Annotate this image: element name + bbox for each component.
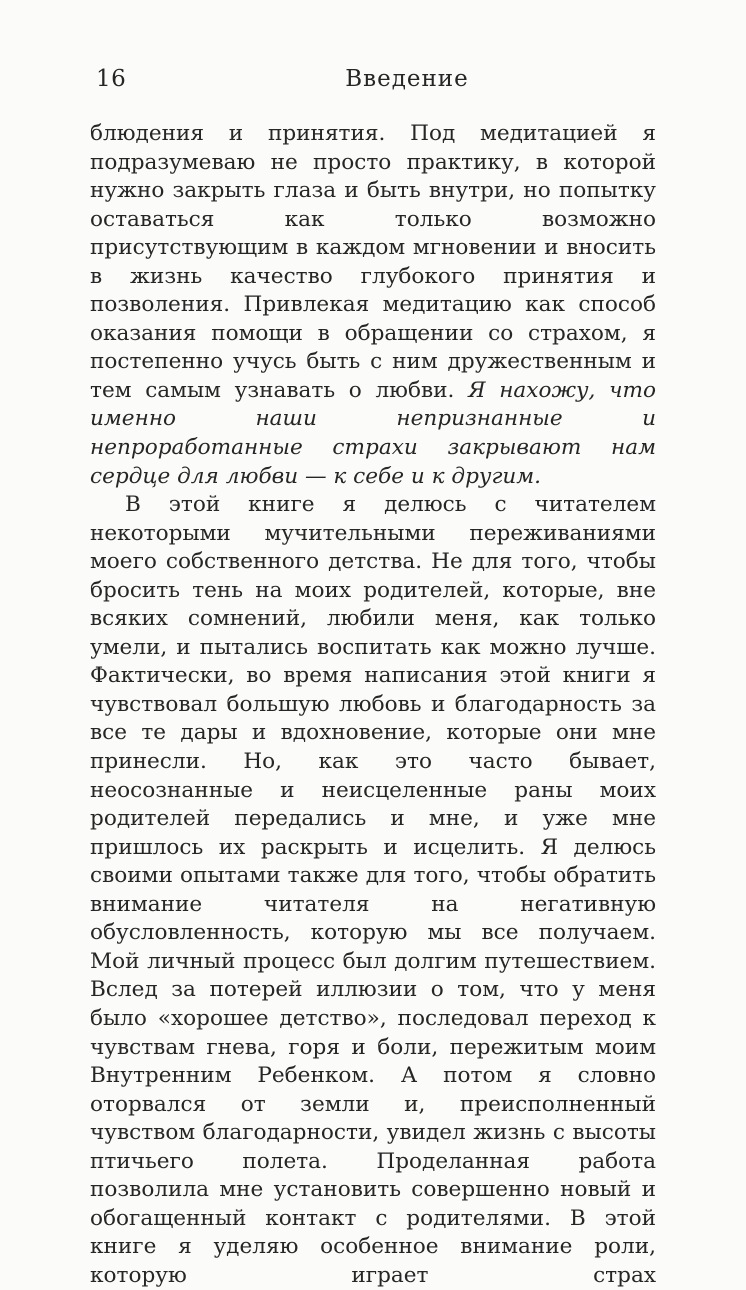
paragraph-2-text: В этой книге я делюсь с читателем некоторыми мучительными переживаниями моего собственного детства. Не для того, чтобы бросить тень на моих родителей, которые, вне всяких сомнений, любили меня, как только умели, и пытались воспитать как можно лучше. Фактически, во время написания этой книги я чувствовал большую любовь и благодарность за все те дары и вдохновение, которые они мне принесли. Но, как это часто бывает, неосознанные и неисцеленные раны моих родителей передались и мне, и уже мне пришлось их раскрыть и исцелить. Я делюсь своими опытами также для того, чтобы обратить внимание читателя на негативную обусловленность, которую мы все получаем. Мой личный процесс был долгим путешествием. Вслед за потерей иллюзии о том, что у меня было «хорошее детство», последовал переход к чувствам гнева, горя и боли, пережитым моим Внутренним Ребенком. А потом я словно оторвался от земли и, преисполненный чувством благодарности, увидел жизнь с высоты птичьего полета. Проделанная работа позволила мне установить совершенно новый и обогащенный контакт с родителями. В этой книге я уделяю особенное внимание роли, которую играет страх bbox=[90, 492, 656, 1288]
page-number: 16 bbox=[96, 66, 127, 92]
paragraph-2 bbox=[90, 491, 656, 1290]
body-text bbox=[90, 120, 656, 1290]
paragraph-1-italic-text: Я нахожу, что именно наши непризнанные и непроработанные страхи закрывают нам сердце для любви — к себе и к другим. bbox=[90, 377, 656, 489]
paragraph-1-text: блюдения и принятия. Под медитацией я подразумеваю не просто практику, в которой нужно закрыть глаза и быть внутри, но попытку оставаться как только возможно присутствующим в каждом мгновении и вносить в жизнь качество глубокого принятия и позволения. Привлекая медитацию как способ оказания помощи в обращении со страхом, я постепенно учусь быть с ним дружественным и тем самым узнавать о любви. bbox=[90, 121, 656, 403]
running-head bbox=[90, 66, 656, 96]
paragraph-1 bbox=[90, 120, 656, 491]
running-title: Введение bbox=[345, 66, 469, 92]
